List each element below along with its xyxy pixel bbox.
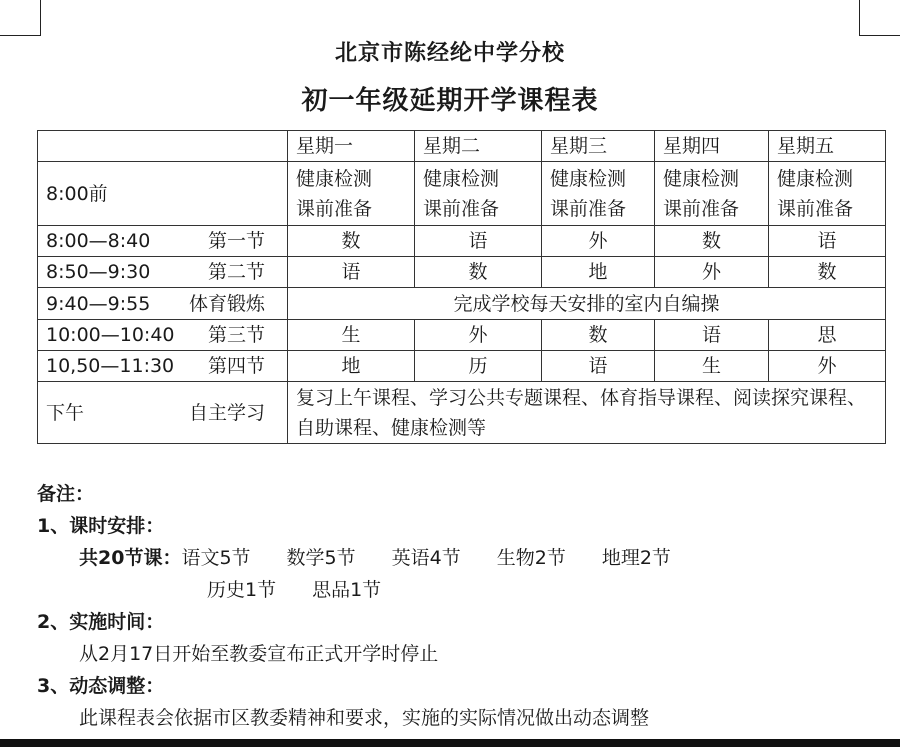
notes-heading: 备注： [37, 483, 95, 505]
morning-line2: 课前准备 [423, 197, 500, 220]
school-name: 北京市陈经纶中学分校 [334, 41, 565, 66]
period-name: 第二节 [207, 261, 265, 283]
period-name: 第三节 [207, 324, 265, 346]
course-hours-row [37, 542, 887, 574]
subject-cell: 思 [769, 320, 886, 351]
page-corner-mark-right [859, 0, 900, 36]
exercise-time-cell [38, 288, 288, 320]
header-day: 星期一 [288, 131, 415, 162]
period-time-cell [38, 320, 288, 351]
afternoon-name: 自主学习 [188, 401, 265, 424]
period-name: 第一节 [207, 230, 265, 252]
page-corner-mark-left [0, 0, 41, 36]
course-item: 历史1节 [207, 579, 277, 601]
subject-cell: 外 [415, 320, 542, 351]
period-time: 10:00—10:40 [46, 324, 175, 346]
course-item: 数学5节 [286, 547, 356, 569]
header-row [38, 131, 886, 162]
exercise-name: 体育锻炼 [188, 292, 265, 315]
period-time-cell [38, 351, 288, 382]
morning-row [38, 162, 886, 226]
notes-item3-title: 3、动态调整： [37, 675, 165, 697]
header-day: 星期四 [655, 131, 769, 162]
period-row [38, 226, 886, 257]
bottom-edge-bar [0, 739, 900, 747]
notes-item3-text: 此课程表会依据市区教委精神和要求，实施的实际情况做出动态调整 [79, 707, 650, 729]
course-item: 思品1节 [312, 579, 382, 601]
period-time-cell [38, 226, 288, 257]
afternoon-time-cell [38, 382, 288, 444]
notes-item2-title: 2、实施时间： [37, 611, 165, 633]
notes-item1-title: 1、课时安排： [37, 515, 165, 537]
subject-cell: 语 [655, 320, 769, 351]
course-hours-row-2 [37, 574, 887, 606]
exercise-row [38, 288, 886, 320]
period-time: 8:50—9:30 [46, 261, 151, 283]
morning-line1: 健康检测 [296, 167, 373, 190]
course-item: 语文5节 [181, 547, 251, 569]
period-name: 第四节 [207, 355, 265, 377]
course-item: 地理2节 [601, 547, 671, 569]
subject-cell: 地 [288, 351, 415, 382]
morning-line1: 健康检测 [550, 167, 627, 190]
period-row [38, 257, 886, 288]
period-time: 8:00—8:40 [46, 230, 151, 252]
period-row [38, 320, 886, 351]
morning-line1: 健康检测 [423, 167, 500, 190]
subject-cell: 生 [655, 351, 769, 382]
page-title: 初一年级延期开学课程表 [301, 86, 599, 116]
subject-cell: 数 [542, 320, 655, 351]
subject-cell: 数 [769, 257, 886, 288]
course-item: 生物2节 [496, 547, 566, 569]
header-day: 星期二 [415, 131, 542, 162]
morning-cell [655, 162, 769, 226]
course-item: 英语4节 [391, 547, 461, 569]
subject-cell: 外 [655, 257, 769, 288]
morning-cell [542, 162, 655, 226]
header-day: 星期五 [769, 131, 886, 162]
subject-cell: 语 [288, 257, 415, 288]
morning-cell [769, 162, 886, 226]
total-label: 共20节课： [79, 547, 182, 569]
morning-cell [288, 162, 415, 226]
morning-line1: 健康检测 [777, 167, 854, 190]
schedule-table [37, 130, 886, 444]
afternoon-content: 复习上午课程、学习公共专题课程、体育指导课程、阅读探究课程、自助课程、健康检测等 [288, 382, 886, 444]
morning-line2: 课前准备 [296, 197, 373, 220]
morning-line2: 课前准备 [550, 197, 627, 220]
notes-section [37, 478, 887, 734]
afternoon-row [38, 382, 886, 444]
subject-cell: 地 [542, 257, 655, 288]
subject-cell: 生 [288, 320, 415, 351]
period-row [38, 351, 886, 382]
period-time: 10,50—11:30 [46, 355, 175, 377]
subject-cell: 语 [415, 226, 542, 257]
exercise-time: 9:40—9:55 [46, 292, 151, 315]
subject-cell: 历 [415, 351, 542, 382]
morning-line2: 课前准备 [777, 197, 854, 220]
afternoon-time: 下午 [46, 401, 85, 424]
subject-cell: 语 [769, 226, 886, 257]
subject-cell: 数 [655, 226, 769, 257]
period-time-cell [38, 257, 288, 288]
subject-cell: 语 [542, 351, 655, 382]
header-day: 星期三 [542, 131, 655, 162]
subject-cell: 数 [415, 257, 542, 288]
subject-cell: 数 [288, 226, 415, 257]
morning-time: 8:00前 [38, 162, 288, 226]
notes-item2-text: 从2月17日开始至教委宣布正式开学时停止 [79, 643, 439, 665]
exercise-content: 完成学校每天安排的室内自编操 [288, 288, 886, 320]
subject-cell: 外 [542, 226, 655, 257]
morning-line1: 健康检测 [663, 167, 740, 190]
subject-cell: 外 [769, 351, 886, 382]
header-empty-cell [38, 131, 288, 162]
morning-line2: 课前准备 [663, 197, 740, 220]
morning-cell [415, 162, 542, 226]
